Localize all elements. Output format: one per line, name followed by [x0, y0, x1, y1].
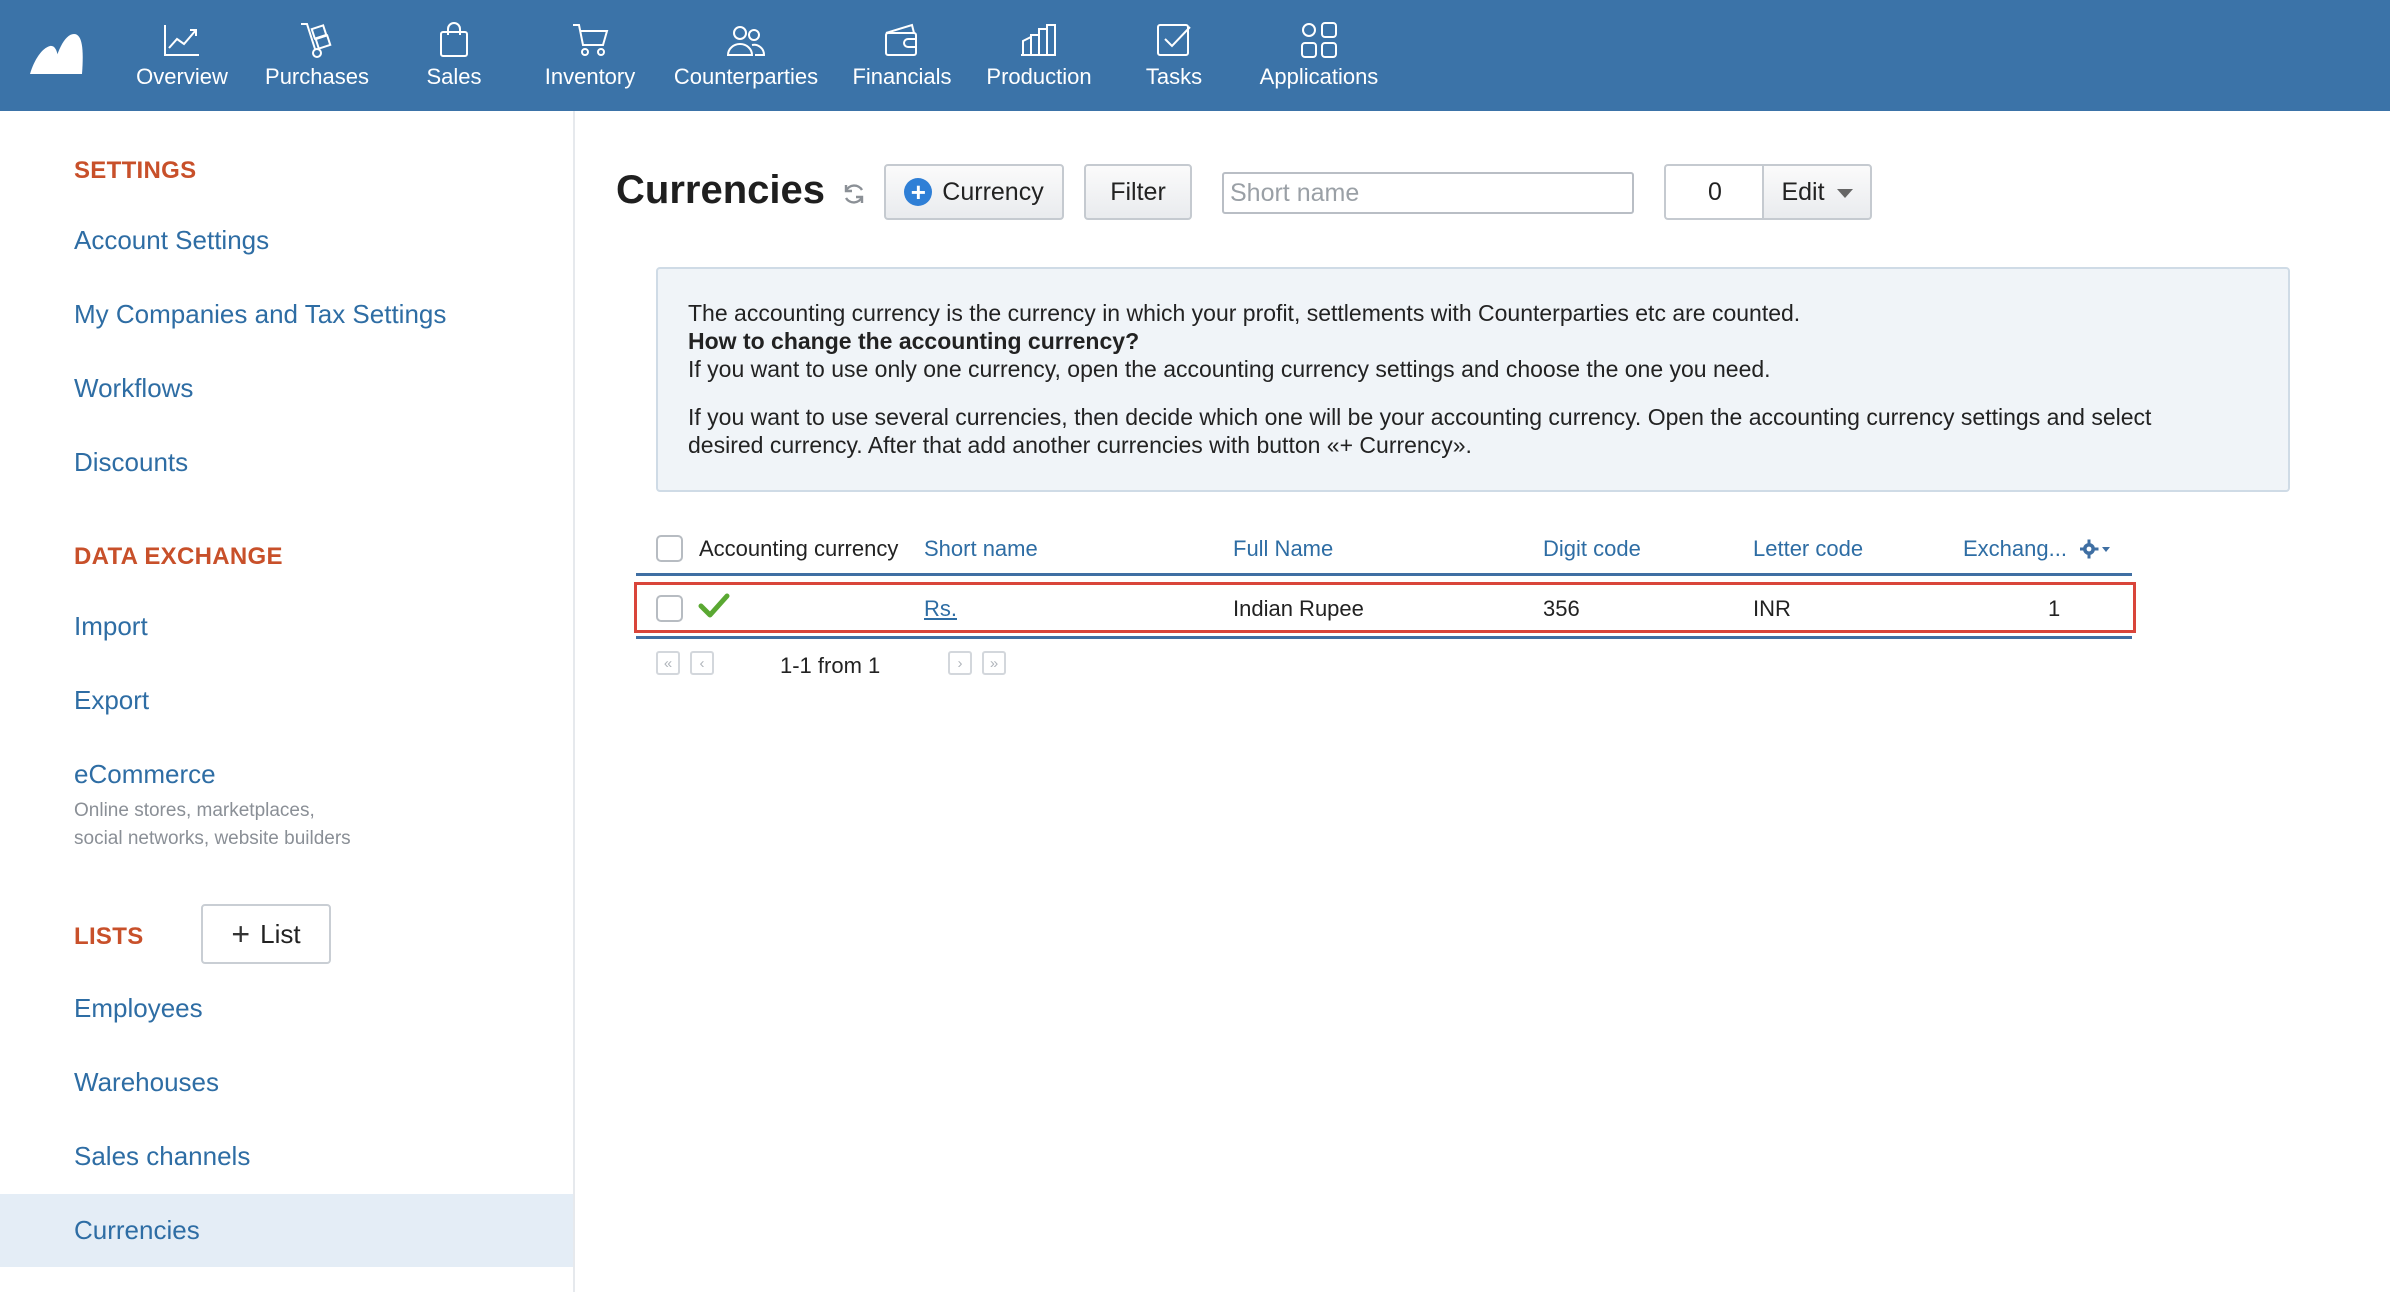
wallet-icon: [882, 21, 922, 59]
nav-tasks[interactable]: Tasks: [1132, 0, 1216, 111]
cell-short-name[interactable]: Rs.: [924, 596, 957, 621]
cell-full-name: Indian Rupee: [1233, 596, 1364, 621]
chart-line-icon: [162, 22, 202, 58]
add-currency-button[interactable]: + Currency: [884, 164, 1064, 220]
column-header-accounting-currency[interactable]: Accounting currency: [699, 536, 899, 561]
chevron-down-icon: [1837, 189, 1853, 198]
sidebar-item-workflows[interactable]: Workflows: [74, 373, 194, 403]
column-header-full-name[interactable]: Full Name: [1233, 536, 1334, 561]
nav-inventory[interactable]: Inventory: [538, 0, 642, 111]
info-line: desired currency. After that add another currencies with button «+ Currency».: [688, 432, 1472, 458]
factory-icon: [1019, 21, 1059, 59]
cell-exchange-rate: 1: [2048, 596, 2061, 621]
plus-circle-icon: +: [904, 178, 932, 206]
sidebar-item-sales-channels[interactable]: Sales channels: [74, 1141, 251, 1171]
ecommerce-description: Online stores, marketplaces, social networks, website builders: [74, 800, 351, 849]
edit-dropdown-button[interactable]: Edit: [1762, 164, 1872, 220]
refresh-icon[interactable]: [840, 180, 868, 208]
last-page-button[interactable]: »: [982, 651, 1006, 675]
prev-page-button[interactable]: ‹: [690, 651, 714, 675]
nav-applications[interactable]: Applications: [1254, 0, 1384, 111]
people-icon: [725, 21, 767, 59]
select-all-checkbox[interactable]: [656, 535, 683, 562]
sidebar-item-import[interactable]: Import: [74, 611, 148, 641]
pagination-info: 1-1 from 1: [780, 653, 881, 678]
sidebar-item-discounts[interactable]: Discounts: [74, 447, 189, 477]
section-heading-lists: LISTS: [74, 923, 144, 950]
sidebar-item-warehouses[interactable]: Warehouses: [74, 1067, 219, 1097]
sidebar-item-employees[interactable]: Employees: [74, 993, 203, 1023]
nav-purchases[interactable]: Purchases: [260, 0, 374, 111]
info-heading: How to change the accounting currency?: [688, 328, 1140, 354]
gear-icon[interactable]: [2080, 538, 2114, 560]
accounting-currency-info-panel: [656, 267, 2290, 492]
info-line: The accounting currency is the currency in which your profit, settlements with Counterparties etc are counted.: [688, 300, 1801, 326]
table-header-divider: [636, 573, 2132, 576]
nav-production[interactable]: Production: [980, 0, 1098, 111]
cart-icon: [570, 21, 610, 59]
column-header-exchange[interactable]: Exchang...: [1963, 536, 2067, 561]
section-heading-data-exchange: DATA EXCHANGE: [74, 543, 283, 570]
app-logo-icon[interactable]: [28, 30, 84, 76]
column-header-letter-code[interactable]: Letter code: [1753, 536, 1864, 561]
cell-digit-code: 356: [1543, 596, 1580, 621]
shopping-bag-icon: [437, 21, 471, 59]
cell-letter-code: INR: [1753, 596, 1791, 621]
filter-button[interactable]: Filter: [1084, 164, 1192, 220]
info-line: If you want to use several currencies, then decide which one will be your accounting currency. Open the accounting currency settings and select: [688, 404, 2152, 430]
add-list-button[interactable]: + List: [201, 904, 331, 964]
selected-count: 0: [1664, 164, 1764, 220]
settings-sidebar: [0, 111, 575, 1292]
table-bottom-divider: [636, 636, 2132, 639]
nav-financials[interactable]: Financials: [848, 0, 956, 111]
section-heading-settings: SETTINGS: [74, 157, 197, 184]
apps-grid-icon: [1298, 19, 1340, 61]
short-name-search-input[interactable]: [1222, 172, 1634, 214]
nav-sales[interactable]: Sales: [404, 0, 504, 111]
sidebar-item-ecommerce[interactable]: eCommerce: [74, 759, 216, 789]
sidebar-item-currencies[interactable]: Currencies: [74, 1215, 200, 1245]
nav-counterparties[interactable]: Counterparties: [668, 0, 824, 111]
dolly-icon: [297, 21, 337, 59]
first-page-button[interactable]: «: [656, 651, 680, 675]
sidebar-item-my-companies[interactable]: My Companies and Tax Settings: [74, 299, 447, 329]
column-header-digit-code[interactable]: Digit code: [1543, 536, 1641, 561]
accounting-currency-check-icon: [698, 592, 730, 620]
plus-icon: +: [231, 916, 251, 952]
sidebar-item-account-settings[interactable]: Account Settings: [74, 225, 270, 255]
nav-overview[interactable]: Overview: [130, 0, 234, 111]
top-navigation-bar: [0, 0, 2390, 111]
info-line: If you want to use only one currency, open the accounting currency settings and choose the one you need.: [688, 356, 1771, 382]
sidebar-item-export[interactable]: Export: [74, 685, 150, 715]
column-header-short-name[interactable]: Short name: [924, 536, 1038, 561]
checkbox-icon: [1154, 21, 1194, 59]
page-title: Currencies: [616, 168, 825, 212]
table-row[interactable]: [634, 582, 2136, 633]
next-page-button[interactable]: ›: [948, 651, 972, 675]
row-checkbox[interactable]: [656, 595, 683, 622]
